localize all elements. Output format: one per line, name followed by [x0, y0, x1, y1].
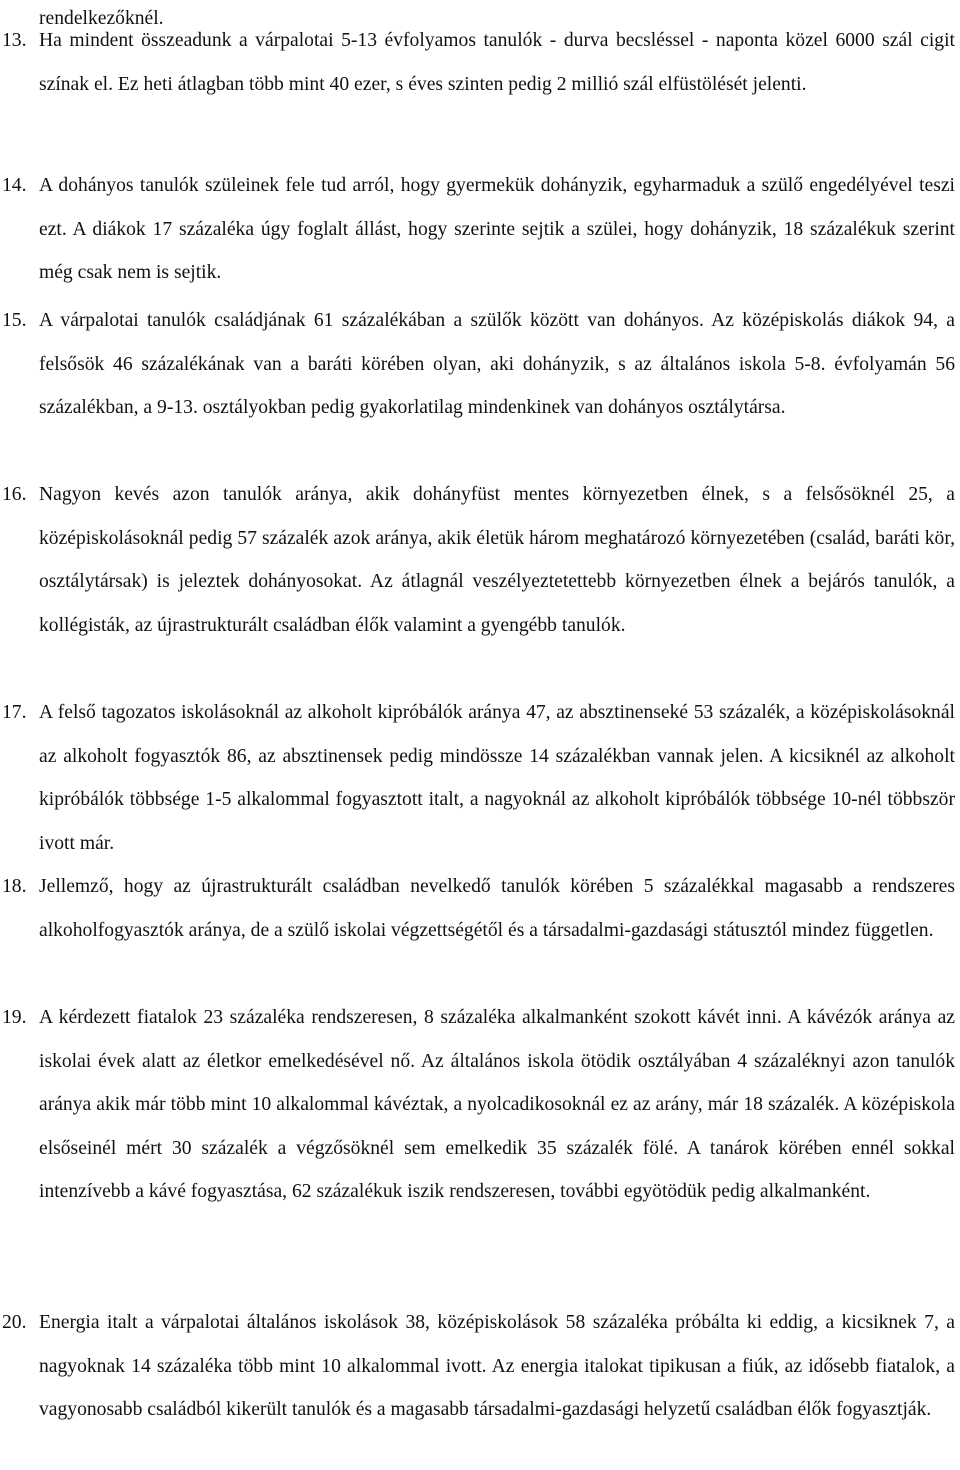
item-number: 15. [2, 310, 27, 331]
item-text: Ha mindent összeadunk a várpalotai 5-13 évfolyamos tanulók - durva becsléssel - naponta közel 6000 szál cigit színak el. Ez heti átlagban több mint 40 ezer, s éves szinten pedig 2 millió szál elfüstölését jelenti. [39, 30, 955, 95]
lead-text: rendelkezőknél. [39, 8, 164, 29]
item-number: 20. [2, 1312, 27, 1333]
item-text: A kérdezett fiatalok 23 százaléka rendszeresen, 8 százaléka alkalmanként szokott kávét inni. A kávézók aránya az iskolai évek alatt az életkor emelkedésével nő. Az általános iskola ötödik osztályában 4 százaléknyi azon tanulók aránya akik már több mint 10 alkalommal kávéztak, a nyolcadikosoknál ez az arány, már 18 százalék. A középiskola elsőseinél mért 30 százalék a végzősöknél sem emelkedik 35 százalék fölé. A tanárok körében ennél sokkal intenzívebb a kávé fogyasztása, 62 százalékuk iszik rendszeresen, további egyötödük pedig alkalmanként. [39, 1007, 955, 1203]
item-number: 17. [2, 702, 27, 723]
item-text: A felső tagozatos iskolásoknál az alkoholt kipróbálók aránya 47, az absztinenseké 53 százalék, a középiskolásoknál az alkoholt fogyasztók 86, az absztinensek pedig mindössze 14 százalékban vannak jelen. A kicsiknél az alkoholt kipróbálók többsége 1-5 alkalommal fogyasztott italt, a nagyoknál az alkoholt kipróbálók többsége 10-nél többször ivott már. [39, 702, 955, 854]
item-number: 19. [2, 1007, 27, 1028]
item-text: A várpalotai tanulók családjának 61 százalékában a szülők között van dohányos. Az középiskolás diákok 94, a felsősök 46 százalékának van a baráti körében olyan, aki dohányzik, s az általános iskola 5-8. évfolyamán 56 százalékban, a 9-13. osztályokban pedig gyakorlatilag mindenkinek van dohányos osztálytársa. [39, 310, 955, 419]
item-number: 13. [2, 30, 27, 51]
item-text: A dohányos tanulók szüleinek fele tud arról, hogy gyermekük dohányzik, egyharmaduk a szülő engedélyével teszi ezt. A diákok 17 százaléka úgy foglalt állást, hogy szerinte sejtik a szülei, hogy dohányzik, 18 százalékuk szerint még csak nem is sejtik. [39, 175, 955, 284]
item-number: 18. [2, 876, 27, 897]
item-text: Nagyon kevés azon tanulók aránya, akik dohányfüst mentes környezetben élnek, s a felsősöknél 25, a középiskolásoknál pedig 57 százalék azok aránya, akik életük három meghatározó környezetében (család, baráti kör, osztálytársak) is jeleztek dohányosokat. Az átlagnál veszélyeztetettebb környezetben élnek a bejárós tanulók, a kollégisták, az újrastrukturált családban élők valamint a gyengébb tanulók. [39, 484, 955, 636]
item-text: Jellemző, hogy az újrastrukturált családban nevelkedő tanulók körében 5 százalékkal magasabb a rendszeres alkoholfogyasztók aránya, de a szülő iskolai végzettségétől és a társadalmi-gazdasági státusztól mindez független. [39, 876, 955, 941]
item-number: 14. [2, 175, 27, 196]
item-text: Energia italt a várpalotai általános iskolások 38, középiskolások 58 százaléka próbálta ki eddig, a kicsiknek 7, a nagyoknak 14 százaléka több mint 10 alkalommal ivott. Az energia italokat tipikusan a fiúk, az idősebb fiatalok, a vagyonosabb családból kikerült tanulók és a magasabb társadalmi-gazdasági helyzetű családban élők fogyasztják. [39, 1312, 955, 1421]
item-number: 16. [2, 484, 27, 505]
